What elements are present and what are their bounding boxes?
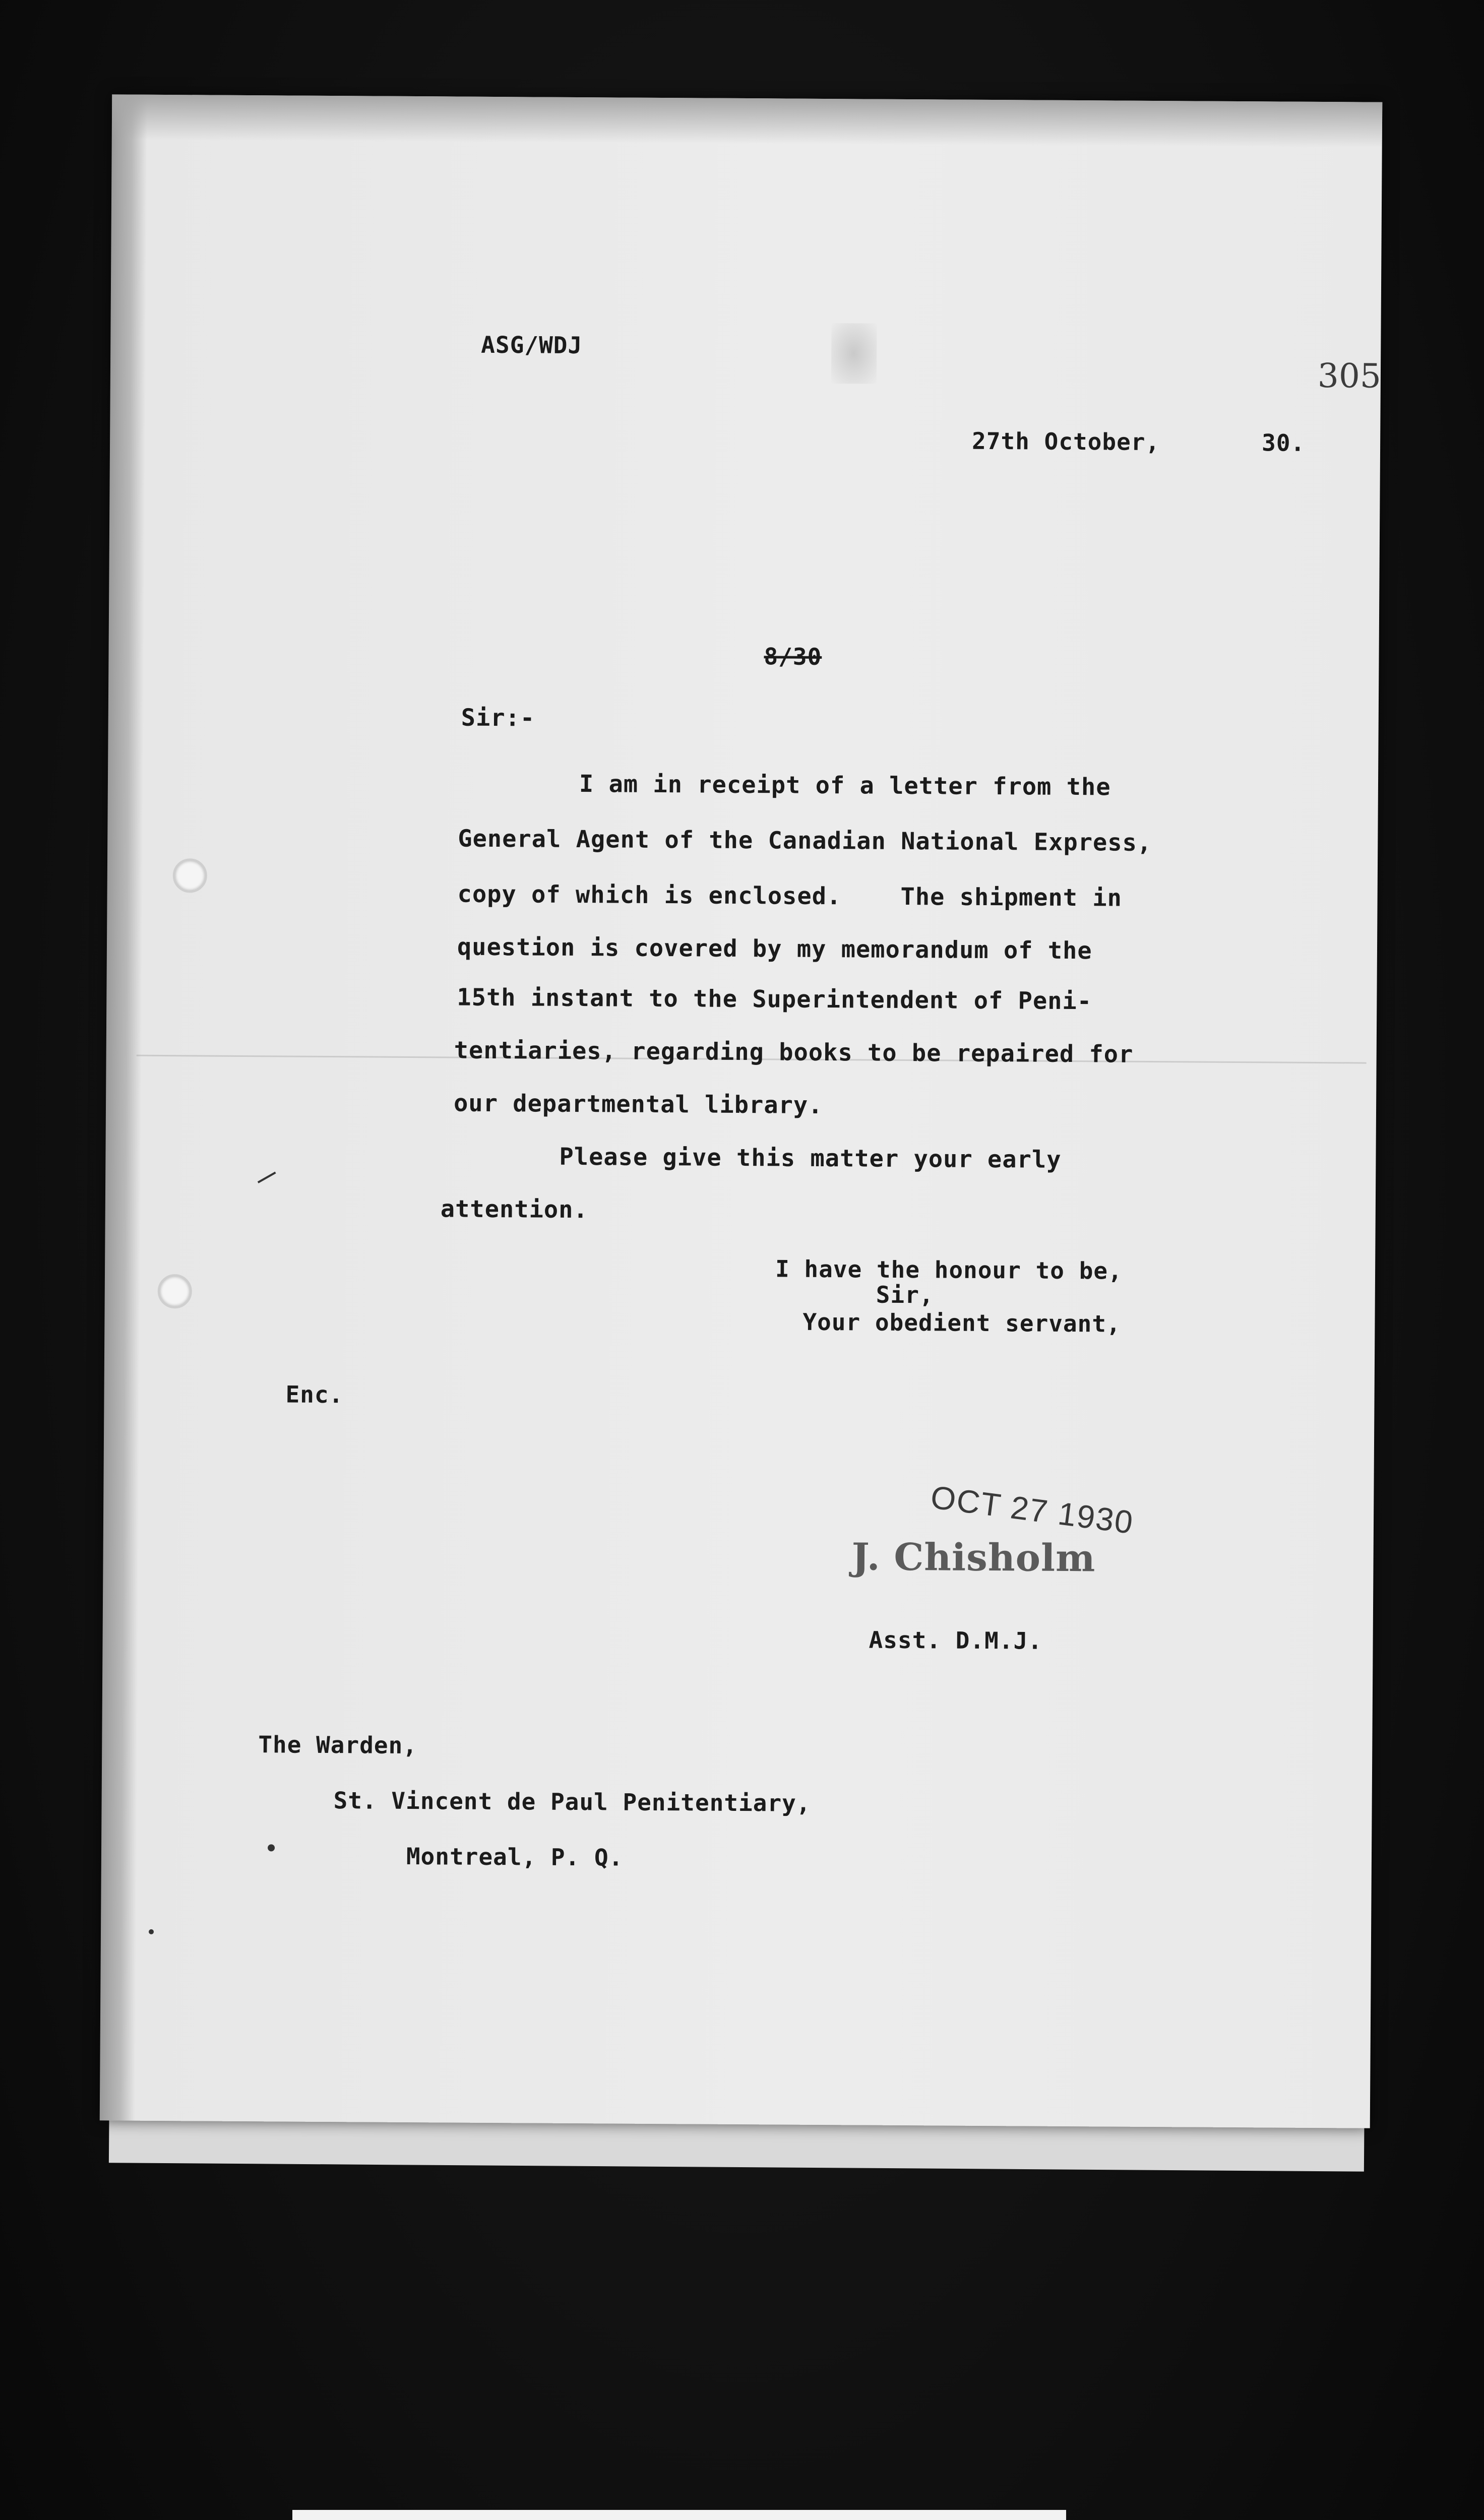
punch-hole-upper (173, 858, 207, 893)
signature: J. Chisholm (851, 1535, 1096, 1581)
stray-mark (149, 1929, 154, 1934)
salutation: Sir:- (461, 704, 535, 732)
body-line: our departmental library. (453, 1089, 823, 1119)
archive-label-back (292, 2510, 1066, 2520)
body-line: attention. (440, 1195, 588, 1224)
body-line: 15th instant to the Superintendent of Peni- (457, 983, 1092, 1016)
body-line: question is covered by my memorandum of the (457, 933, 1092, 965)
paper-smudge (831, 323, 877, 384)
closing-servant: Your obedient servant, (802, 1308, 1121, 1338)
letter-year: 30. (1261, 429, 1306, 457)
letter-date: 27th October, (971, 427, 1160, 456)
body-line: tentiaries, regarding books to be repaired for (454, 1036, 1134, 1068)
body-line: General Agent of the Canadian National Express, (458, 825, 1152, 857)
body-line: I am in receipt of a letter from the (579, 770, 1111, 801)
body-line: Please give this matter your early (559, 1143, 1062, 1174)
closing-sir: Sir, (876, 1281, 934, 1309)
date-stamp: OCT 27 1930 (929, 1478, 1136, 1541)
file-number: 8/30 (764, 643, 822, 670)
body-line: copy of which is enclosed. The shipment in (457, 880, 1123, 912)
addressee-line: St. Vincent de Paul Penitentiary, (333, 1787, 811, 1817)
page-number: 305 (1317, 356, 1382, 396)
letter-page (100, 94, 1383, 2128)
enclosure-note: Enc. (285, 1380, 344, 1409)
stray-mark (268, 1844, 275, 1851)
reference-initials: ASG/WDJ (481, 331, 583, 359)
closing-line: I have the honour to be, (775, 1255, 1123, 1285)
addressee-line: Montreal, P. Q. (406, 1842, 624, 1871)
punch-hole-lower (158, 1274, 192, 1308)
stray-mark (258, 1172, 276, 1183)
signer-title: Asst. D.M.J. (869, 1626, 1043, 1655)
addressee-line: The Warden, (258, 1731, 418, 1759)
